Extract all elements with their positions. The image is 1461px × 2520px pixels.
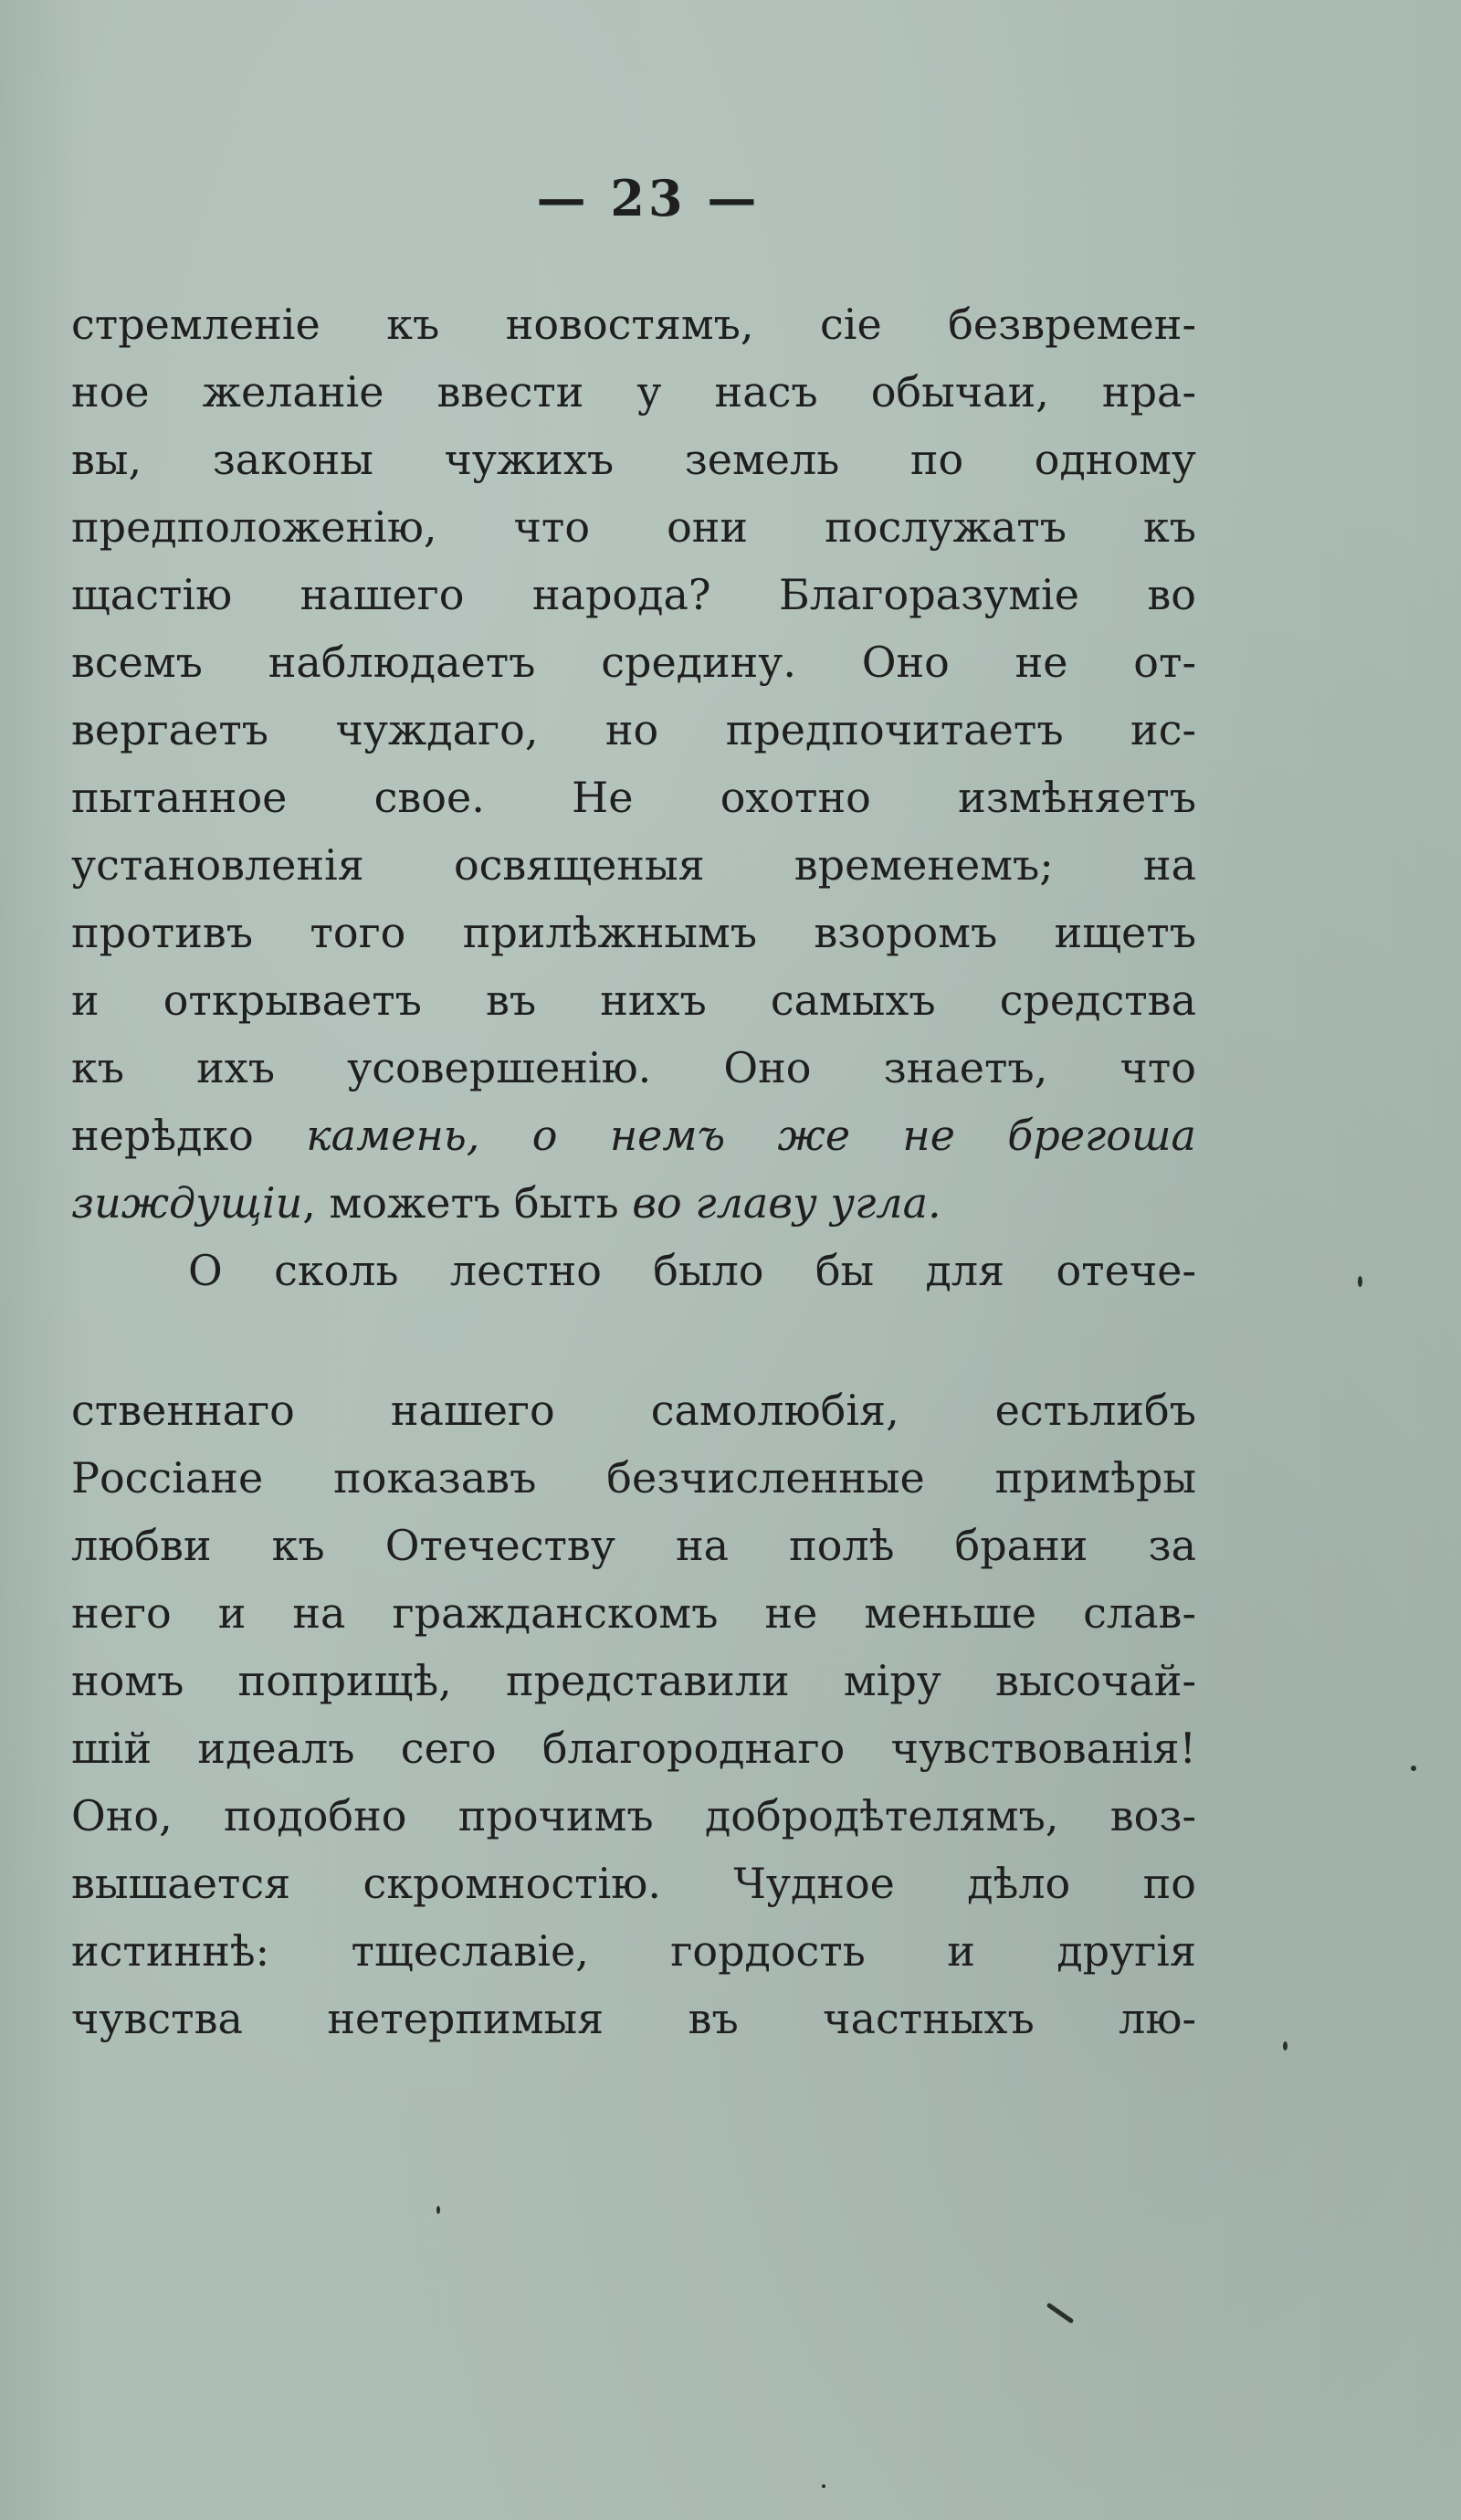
text-line-with-quote <box>71 1102 1196 1169</box>
text-line: всемъ наблюдаетъ средину. Оно не от- <box>71 638 1196 687</box>
text-line-with-quote <box>71 1169 1196 1237</box>
text-line: противъ того прилѣжнымъ взоромъ ищетъ <box>71 908 1196 957</box>
page-number: — 23 — <box>536 169 761 227</box>
paper-speck <box>436 2206 440 2214</box>
text-span: , можетъ быть <box>302 1178 633 1228</box>
text-line: чувства нетерпимыя въ частныхъ лю- <box>71 1994 1196 2043</box>
text-line: него и на гражданскомъ не меньше слав- <box>71 1588 1196 1638</box>
paper-speck <box>1046 2303 1075 2325</box>
text-line: Оно, подобно прочимъ добродѣтелямъ, воз- <box>71 1791 1196 1840</box>
text-line: установленія освященыя временемъ; на <box>71 840 1196 890</box>
text-line: любви къ Отечеству на полѣ брани за <box>71 1521 1196 1570</box>
text-line: вышается скромностію. Чудное дѣло по <box>71 1859 1196 1908</box>
text-span: нерѣдко <box>71 1111 307 1160</box>
scripture-quote: зиждущіи <box>71 1178 303 1228</box>
scripture-quote: камень, о немъ же не брегоша <box>306 1111 1196 1160</box>
text-line: предположенію, что они послужатъ къ <box>71 502 1196 552</box>
paper-speck <box>1283 2041 1288 2051</box>
text-line: истиннѣ: тщеславіе, гордость и другія <box>71 1926 1196 1976</box>
text-line: ственнаго нашего самолюбія, естьлибъ <box>71 1386 1196 1435</box>
text-line: и открываетъ въ нихъ самыхъ средства <box>71 975 1196 1025</box>
text-line: стремленіе къ новостямъ, сіе безвремен- <box>71 300 1196 349</box>
text-line: ное желаніе ввести у насъ обычаи, нра- <box>71 367 1196 416</box>
text-block-upper <box>71 290 1196 1304</box>
scripture-quote: во главу угла. <box>632 1178 941 1228</box>
paper-speck <box>1358 1276 1362 1287</box>
text-line: щастію нашего народа? Благоразуміе во <box>71 570 1196 619</box>
text-line: вергаетъ чуждаго, но предпочитаетъ ис- <box>71 705 1196 754</box>
paper-speck <box>822 2484 825 2488</box>
text-line: пытанное свое. Не охотно измѣняетъ <box>71 773 1196 822</box>
text-line: вы, законы чужихъ земель по одному <box>71 435 1196 484</box>
text-line: номъ поприщѣ, представили міру высочай- <box>71 1656 1196 1705</box>
paper-speck <box>1411 1766 1416 1771</box>
text-line: шій идеалъ сего благороднаго чувствованія! <box>71 1724 1196 1773</box>
paragraph-opening-line: О сколь лестно было бы для отече- <box>188 1246 1196 1295</box>
text-block-lower <box>71 1376 1196 2052</box>
text-line: Россіане показавъ безчисленные примѣры <box>71 1453 1196 1503</box>
text-line: къ ихъ усовершенію. Оно знаетъ, что <box>71 1043 1196 1092</box>
